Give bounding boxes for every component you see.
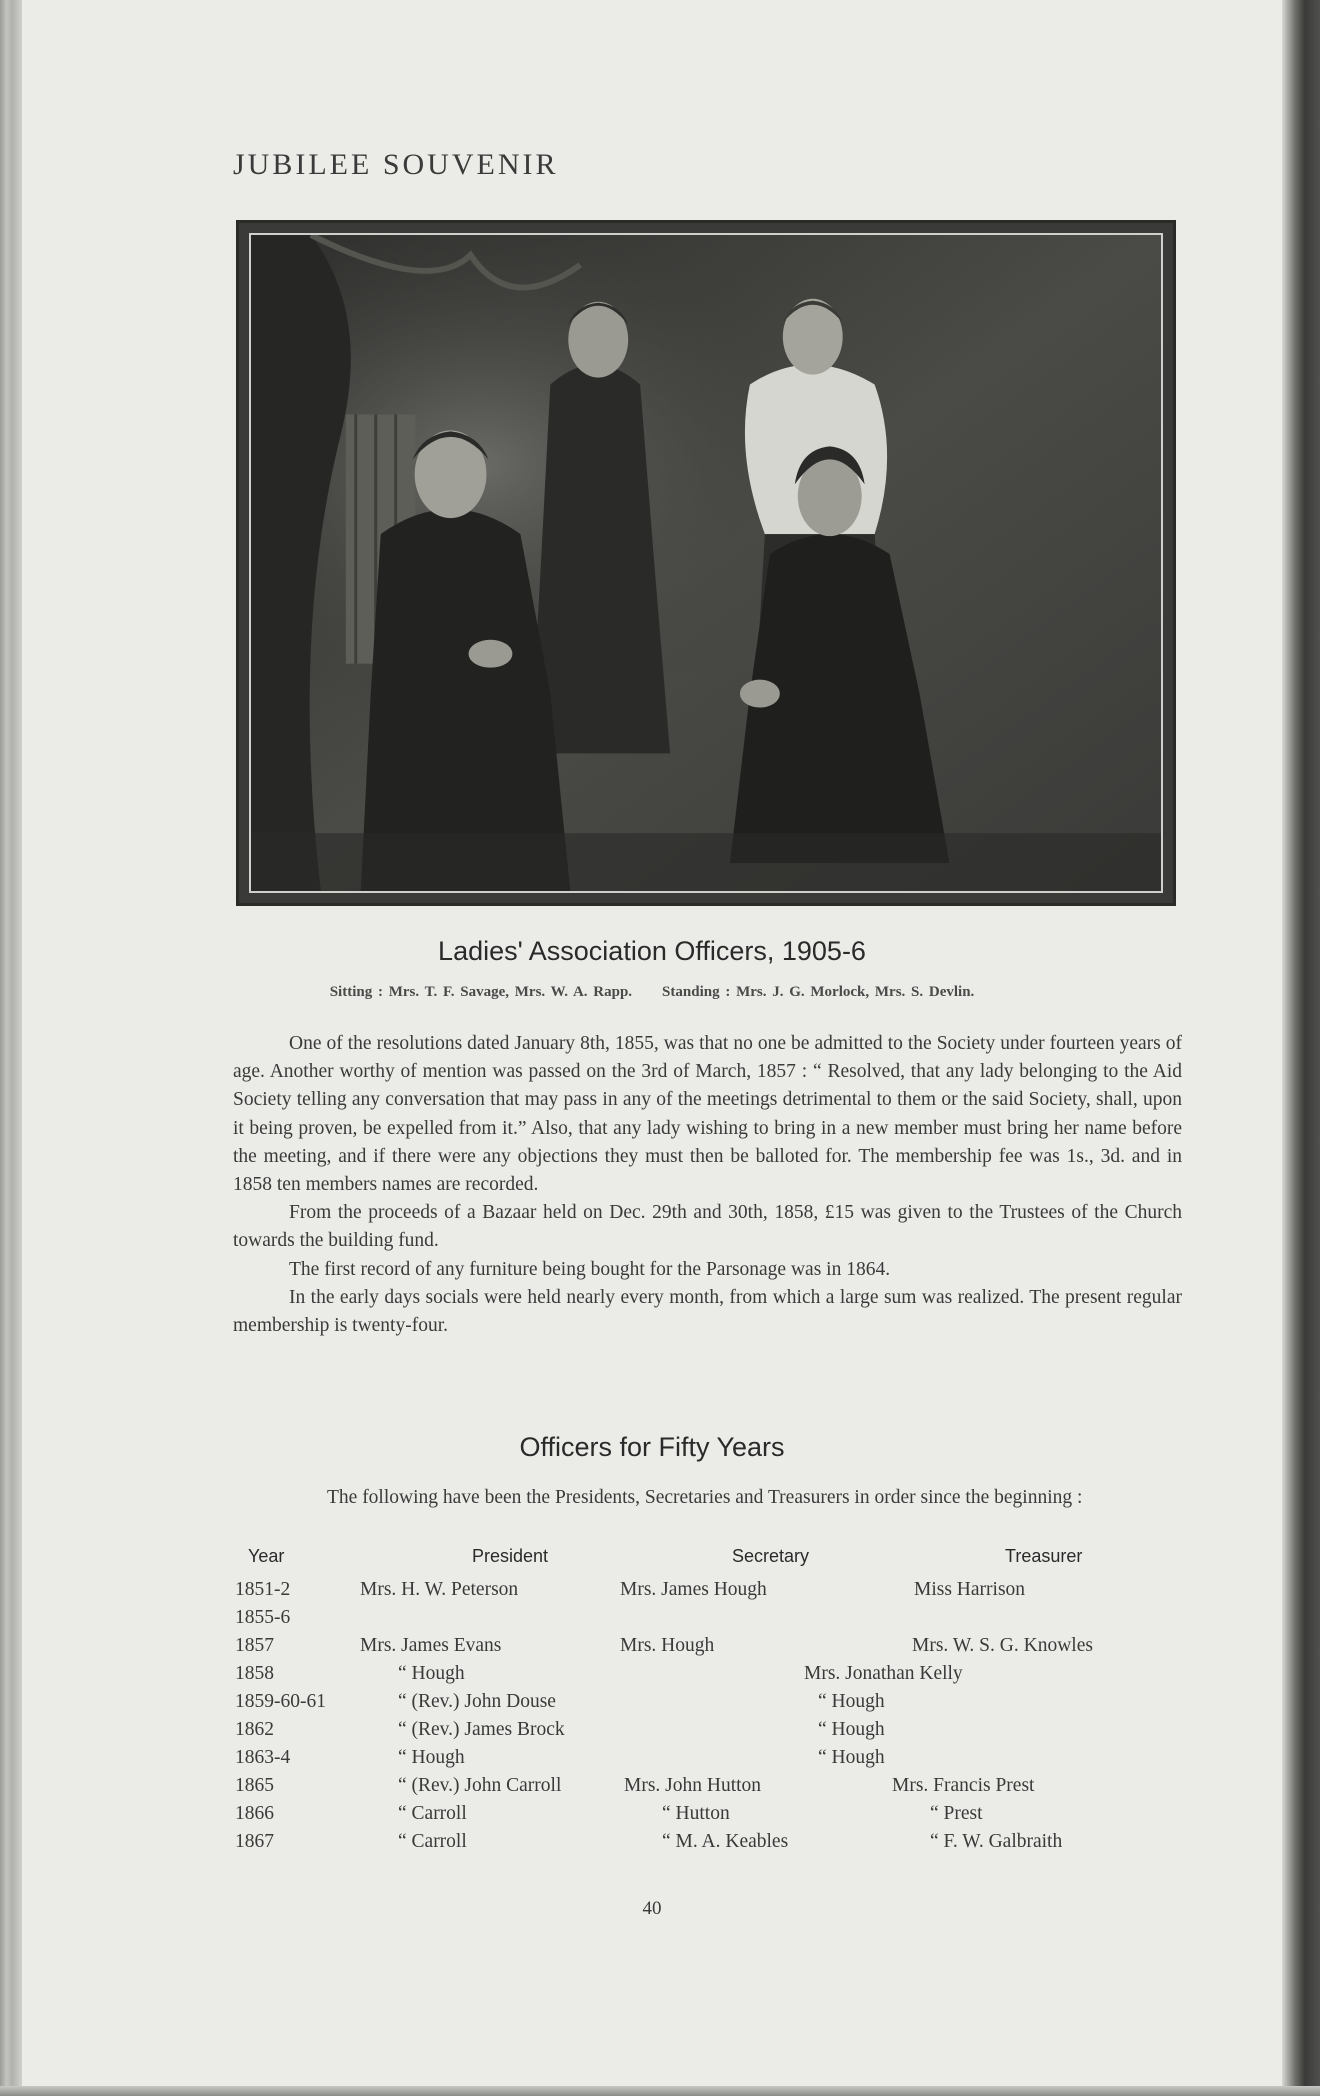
body-paragraph: One of the resolutions dated January 8th, 1855, was that no one be admitted to the Society under fourteen years of age. Another worthy of mention was passed on the 3rd of March, 1857 : “ Resolved, that any lady belonging to the Aid Society telling any conversation that may pass in any of the meetings detrimental to them or the said Society, shall, upon it being proven, be expelled from it.” Also, that any lady wishing to bring in a new member must bring her name before the meeting, and if there were any objections they must then be balloted for. The membership fee was 1s., 3d. and in 1858 ten members names are recorded. [233,1033,1182,1196]
cell-year: 1867 [235,1831,274,1852]
cell-secretary: Mrs. James Hough [620,1579,767,1600]
cell-treasurer: “ F. W. Galbraith [930,1831,1063,1852]
photo-caption-names [22,984,1282,1001]
book-right-edge [1282,0,1320,2096]
cell-president: “ Hough [398,1747,465,1768]
cell-year: 1865 [235,1775,274,1796]
body-paragraph: From the proceeds of a Bazaar held on Dec. 29th and 30th, 1858, £15 was given to the Trustees of the Church towards the building fund. [233,1202,1182,1252]
cell-treasurer: Mrs. W. S. G. Knowles [912,1635,1093,1656]
cell-treasurer: “ Hough [818,1747,885,1768]
header-treasurer: Treasurer [1005,1546,1083,1566]
officers-table [22,1546,1282,1866]
cell-president: “ Hough [398,1663,465,1684]
header-president: President [472,1546,549,1566]
cell-president: “ Carroll [398,1831,467,1852]
table-row [22,1747,1282,1775]
cell-president: “ (Rev.) John Douse [398,1691,556,1712]
table-row [22,1775,1282,1803]
body-paragraph: The first record of any furniture being bought for the Parsonage was in 1864. [289,1258,891,1280]
cell-year: 1857 [235,1635,274,1656]
officers-intro-paragraph: The following have been the Presidents, Secretaries and Treasurers in order since the beginning : [327,1487,1083,1508]
caption-standing: Standing : Mrs. J. G. Morlock, Mrs. S. Devlin. [662,984,975,1000]
table-row [22,1663,1282,1691]
cell-president: “ (Rev.) James Brock [398,1719,565,1740]
cell-treasurer: Miss Harrison [914,1579,1026,1600]
caption-sitting: Sitting : Mrs. T. F. Savage, Mrs. W. A. Rapp. [329,984,633,1000]
table-row [22,1719,1282,1747]
book-left-edge [0,0,22,2096]
running-head: JUBILEE SOUVENIR [233,148,559,181]
officers-intro [233,1484,1182,1512]
officers-section-title: Officers for Fifty Years [519,1432,785,1462]
cell-secretary: “ Hutton [662,1803,730,1824]
table-row [22,1607,1282,1635]
table-row [22,1579,1282,1607]
cell-year: 1858 [235,1663,274,1684]
table-row [22,1691,1282,1719]
page-number: 40 [642,1898,662,1919]
group-portrait-photo [236,220,1176,906]
cell-president: Mrs. H. W. Peterson [360,1579,519,1600]
table-row [22,1831,1282,1859]
cell-treasurer: “ Hough [818,1719,885,1740]
photo-caption-title: Ladies' Association Officers, 1905-6 [438,936,866,966]
cell-secretary: “ M. A. Keables [662,1831,789,1852]
book-page [22,0,1282,2086]
cell-treasurer: Mrs. Francis Prest [892,1775,1035,1796]
cell-year: 1851-2 [235,1579,291,1600]
cell-treasurer: “ Prest [930,1803,983,1824]
cell-secretary: Mrs. Hough [620,1635,715,1656]
body-text [233,1030,1182,1340]
cell-year: 1866 [235,1803,274,1824]
header-secretary: Secretary [732,1546,810,1566]
cell-secretary: Mrs. John Hutton [624,1775,762,1796]
photo-image [249,233,1163,893]
cell-treasurer: “ Hough [818,1691,885,1712]
book-bottom-edge [0,2086,1320,2096]
group-portrait-photograph-icon [251,235,1161,891]
table-row [22,1803,1282,1831]
cell-year: 1862 [235,1719,274,1740]
cell-year: 1863-4 [235,1747,291,1768]
cell-year: 1859-60-61 [235,1691,326,1712]
cell-treasurer: Mrs. Jonathan Kelly [804,1663,963,1684]
body-paragraph: In the early days socials were held nearly every month, from which a large sum was realized. The present regular membership is twenty-four. [233,1286,1182,1337]
table-row [22,1635,1282,1663]
header-year: Year [248,1546,285,1566]
cell-president: “ Carroll [398,1803,467,1824]
cell-year: 1855-6 [235,1607,291,1628]
cell-president: Mrs. James Evans [360,1635,502,1656]
cell-president: “ (Rev.) John Carroll [398,1775,562,1796]
